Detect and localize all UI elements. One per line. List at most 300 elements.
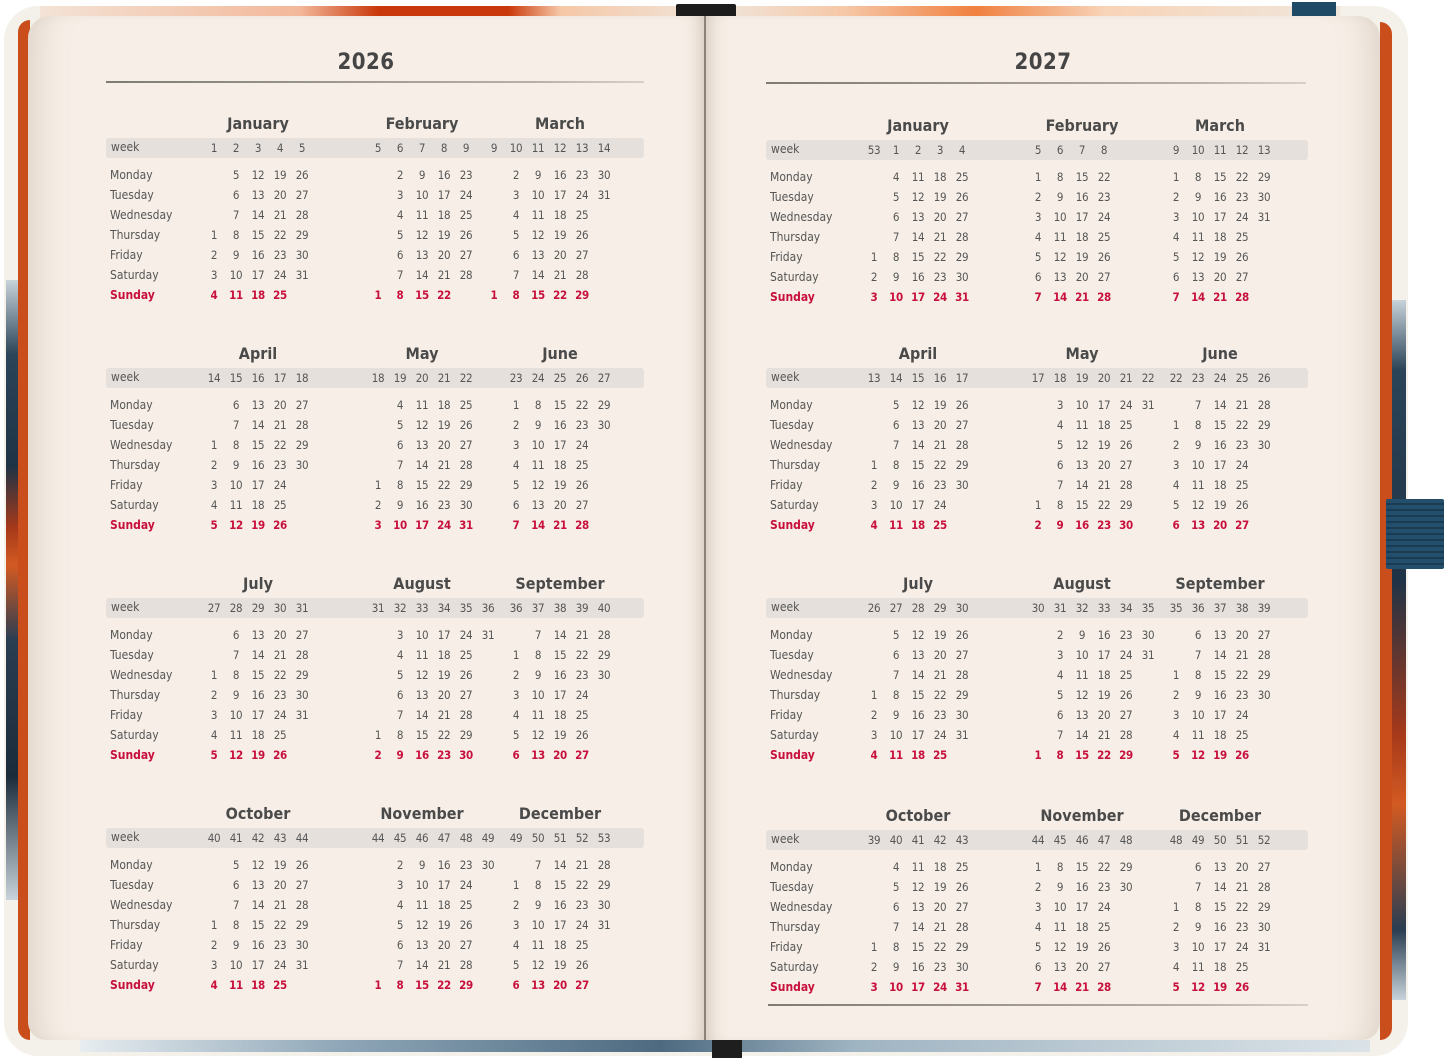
weekday-label-wednesday: Wednesday <box>110 208 173 222</box>
weekday-label-saturday: Saturday <box>770 728 819 742</box>
date: 19 <box>1097 438 1111 452</box>
date: 19 <box>437 228 451 242</box>
date: 9 <box>232 458 240 472</box>
date: 5 <box>396 228 404 242</box>
month-name-august: August <box>1053 574 1111 593</box>
weekday-label-wednesday: Wednesday <box>110 438 173 452</box>
date: 2 <box>210 248 218 262</box>
date: 1 <box>1172 668 1180 682</box>
date: 18 <box>251 728 265 742</box>
date: 5 <box>1034 250 1042 264</box>
week-number: 23 <box>509 371 523 385</box>
date: 7 <box>232 418 240 432</box>
date: 22 <box>933 458 947 472</box>
date: 27 <box>1119 458 1133 472</box>
date: 29 <box>1257 900 1271 914</box>
sunday-date: 5 <box>1172 748 1180 762</box>
date: 30 <box>597 168 611 182</box>
date: 2 <box>210 458 218 472</box>
date: 24 <box>273 268 287 282</box>
sunday-date: 21 <box>1213 290 1227 304</box>
date: 31 <box>597 918 611 932</box>
week-number: 41 <box>229 831 243 845</box>
date: 9 <box>892 270 900 284</box>
week-number: 48 <box>1119 833 1133 847</box>
sunday-date: 6 <box>512 748 520 762</box>
date: 14 <box>415 958 429 972</box>
date: 23 <box>1097 190 1111 204</box>
week-number: 24 <box>531 371 545 385</box>
date: 24 <box>1119 398 1133 412</box>
date: 30 <box>1257 190 1271 204</box>
date: 10 <box>229 958 243 972</box>
date: 9 <box>534 898 542 912</box>
date: 23 <box>1235 920 1249 934</box>
weekday-label-monday: Monday <box>770 170 813 184</box>
date: 4 <box>210 498 218 512</box>
week-number: 37 <box>531 601 545 615</box>
date: 27 <box>1097 960 1111 974</box>
elastic-pen-loop[interactable] <box>1386 499 1444 569</box>
sunday-date: 11 <box>229 288 243 302</box>
date: 22 <box>1235 900 1249 914</box>
date: 20 <box>1075 960 1089 974</box>
date: 25 <box>575 938 589 952</box>
weekday-label-thursday: Thursday <box>110 458 161 472</box>
date: 14 <box>1213 398 1227 412</box>
date: 6 <box>232 188 240 202</box>
date: 10 <box>531 438 545 452</box>
date: 2 <box>396 858 404 872</box>
date: 20 <box>437 938 451 952</box>
week-number: 46 <box>1075 833 1089 847</box>
date: 20 <box>437 248 451 262</box>
date: 22 <box>575 648 589 662</box>
date: 15 <box>415 478 429 492</box>
date: 13 <box>251 188 265 202</box>
date: 30 <box>597 418 611 432</box>
date: 24 <box>1235 708 1249 722</box>
date: 7 <box>892 438 900 452</box>
week-number: 30 <box>1031 601 1045 615</box>
week-number: 27 <box>207 601 221 615</box>
date: 28 <box>295 898 309 912</box>
date: 10 <box>229 478 243 492</box>
sunday-date: 7 <box>1172 290 1180 304</box>
weekday-label-sunday: Sunday <box>110 518 155 532</box>
date: 17 <box>251 478 265 492</box>
date: 22 <box>1235 418 1249 432</box>
sunday-date: 6 <box>1172 518 1180 532</box>
date: 30 <box>597 668 611 682</box>
date: 15 <box>911 940 925 954</box>
date: 4 <box>1172 728 1180 742</box>
date: 23 <box>459 168 473 182</box>
date: 3 <box>1056 648 1064 662</box>
date: 23 <box>1119 628 1133 642</box>
date: 4 <box>892 170 900 184</box>
year-overview-2027 <box>706 16 1380 1040</box>
weekday-label-thursday: Thursday <box>770 920 821 934</box>
date: 28 <box>1257 880 1271 894</box>
date: 30 <box>295 688 309 702</box>
date: 28 <box>295 648 309 662</box>
date: 18 <box>251 498 265 512</box>
date: 10 <box>1075 648 1089 662</box>
date: 18 <box>437 898 451 912</box>
date: 24 <box>459 628 473 642</box>
date: 24 <box>1119 648 1133 662</box>
date: 22 <box>1097 498 1111 512</box>
date: 17 <box>553 438 567 452</box>
date: 10 <box>531 188 545 202</box>
date: 26 <box>295 858 309 872</box>
sunday-date: 20 <box>553 978 567 992</box>
date: 26 <box>1235 498 1249 512</box>
date: 18 <box>553 458 567 472</box>
date: 3 <box>396 628 404 642</box>
date: 9 <box>534 668 542 682</box>
date: 5 <box>396 918 404 932</box>
date: 5 <box>396 418 404 432</box>
date: 10 <box>1191 458 1205 472</box>
year-title-rule <box>766 82 1306 84</box>
month-name-july: July <box>903 574 933 593</box>
date: 26 <box>1119 438 1133 452</box>
date: 3 <box>512 688 520 702</box>
quarter-3 <box>106 568 644 778</box>
date: 2 <box>1056 628 1064 642</box>
sunday-date: 26 <box>1235 980 1249 994</box>
date: 28 <box>459 708 473 722</box>
date: 5 <box>512 478 520 492</box>
date: 29 <box>459 728 473 742</box>
date: 18 <box>1075 920 1089 934</box>
date: 14 <box>251 898 265 912</box>
date: 6 <box>1172 270 1180 284</box>
sunday-date: 5 <box>210 518 218 532</box>
weekday-label-tuesday: Tuesday <box>110 648 154 662</box>
week-number: 44 <box>295 831 309 845</box>
sunday-date: 25 <box>933 748 947 762</box>
date: 6 <box>892 648 900 662</box>
sunday-date: 7 <box>512 518 520 532</box>
week-label: week <box>111 600 140 614</box>
date: 3 <box>1172 708 1180 722</box>
date: 2 <box>1172 920 1180 934</box>
date: 19 <box>273 858 287 872</box>
date: 10 <box>889 498 903 512</box>
date: 17 <box>1213 458 1227 472</box>
sunday-date: 4 <box>210 288 218 302</box>
month-name-december: December <box>1178 806 1262 825</box>
week-number: 40 <box>597 601 611 615</box>
date: 22 <box>1097 170 1111 184</box>
week-number: 28 <box>229 601 243 615</box>
date: 11 <box>415 208 429 222</box>
sunday-date: 17 <box>911 290 925 304</box>
date: 18 <box>553 938 567 952</box>
date: 20 <box>553 498 567 512</box>
date: 9 <box>1194 438 1202 452</box>
date: 17 <box>437 628 451 642</box>
date: 10 <box>1191 940 1205 954</box>
week-number: 17 <box>1031 371 1045 385</box>
sunday-date: 4 <box>210 978 218 992</box>
week-label: week <box>771 370 800 384</box>
date: 26 <box>955 628 969 642</box>
date: 6 <box>1034 960 1042 974</box>
date: 6 <box>396 248 404 262</box>
date: 15 <box>553 878 567 892</box>
date: 14 <box>415 268 429 282</box>
sunday-date: 25 <box>273 288 287 302</box>
date: 20 <box>437 688 451 702</box>
date: 21 <box>273 418 287 432</box>
week-number: 37 <box>1213 601 1227 615</box>
week-number: 19 <box>393 371 407 385</box>
date: 11 <box>1191 960 1205 974</box>
date: 5 <box>892 628 900 642</box>
week-label: week <box>771 142 800 156</box>
date: 5 <box>892 398 900 412</box>
date: 15 <box>911 458 925 472</box>
date: 12 <box>415 228 429 242</box>
date: 9 <box>1194 920 1202 934</box>
date: 11 <box>229 498 243 512</box>
date: 12 <box>531 478 545 492</box>
date: 7 <box>534 628 542 642</box>
date: 7 <box>534 858 542 872</box>
week-number: 39 <box>1257 601 1271 615</box>
date: 4 <box>1172 230 1180 244</box>
date: 29 <box>295 668 309 682</box>
date: 27 <box>295 878 309 892</box>
weekday-label-tuesday: Tuesday <box>770 648 814 662</box>
weekday-label-monday: Monday <box>770 628 813 642</box>
sunday-date: 8 <box>1056 748 1064 762</box>
date: 27 <box>955 900 969 914</box>
date: 19 <box>553 728 567 742</box>
date: 5 <box>892 880 900 894</box>
date: 20 <box>273 878 287 892</box>
date: 30 <box>1257 438 1271 452</box>
date: 25 <box>1235 230 1249 244</box>
sunday-date: 22 <box>1097 748 1111 762</box>
date: 19 <box>437 918 451 932</box>
date: 26 <box>955 880 969 894</box>
week-number: 18 <box>295 371 309 385</box>
date: 16 <box>1075 190 1089 204</box>
date: 9 <box>232 688 240 702</box>
sunday-date: 7 <box>1034 290 1042 304</box>
date: 23 <box>933 478 947 492</box>
week-number: 5 <box>1034 143 1042 157</box>
date: 3 <box>1034 210 1042 224</box>
weekday-label-monday: Monday <box>770 860 813 874</box>
date: 4 <box>396 208 404 222</box>
date: 20 <box>1235 628 1249 642</box>
date: 17 <box>1213 708 1227 722</box>
weekday-label-sunday: Sunday <box>770 518 815 532</box>
date: 2 <box>512 668 520 682</box>
date: 5 <box>232 168 240 182</box>
sunday-date: 12 <box>229 748 243 762</box>
date: 30 <box>295 248 309 262</box>
weekday-label-wednesday: Wednesday <box>110 668 173 682</box>
weekday-label-friday: Friday <box>110 478 143 492</box>
date: 12 <box>531 228 545 242</box>
date: 3 <box>512 438 520 452</box>
date: 15 <box>553 398 567 412</box>
week-number: 27 <box>597 371 611 385</box>
week-number: 45 <box>1053 833 1067 847</box>
date: 22 <box>437 728 451 742</box>
left-page <box>28 16 704 1040</box>
date: 27 <box>459 938 473 952</box>
date: 25 <box>575 208 589 222</box>
week-number: 2 <box>914 143 922 157</box>
date: 30 <box>459 498 473 512</box>
sunday-date: 19 <box>1213 748 1227 762</box>
date: 20 <box>1097 458 1111 472</box>
date: 1 <box>210 228 218 242</box>
week-number: 26 <box>867 601 881 615</box>
date: 21 <box>575 858 589 872</box>
date: 9 <box>418 168 426 182</box>
month-name-october: October <box>225 804 291 823</box>
date: 30 <box>1119 880 1133 894</box>
date: 25 <box>575 708 589 722</box>
date: 16 <box>251 938 265 952</box>
sunday-date: 23 <box>1097 518 1111 532</box>
date: 19 <box>273 168 287 182</box>
date: 13 <box>251 878 265 892</box>
quarter-4 <box>766 800 1308 1010</box>
date: 27 <box>295 398 309 412</box>
date: 5 <box>892 190 900 204</box>
date: 21 <box>1235 648 1249 662</box>
week-number: 33 <box>1097 601 1111 615</box>
date: 27 <box>955 210 969 224</box>
date: 23 <box>273 688 287 702</box>
date: 14 <box>1213 648 1227 662</box>
month-name-april: April <box>898 344 938 363</box>
date: 1 <box>210 438 218 452</box>
date: 18 <box>553 708 567 722</box>
week-number: 49 <box>481 831 495 845</box>
date: 27 <box>955 648 969 662</box>
date: 27 <box>295 628 309 642</box>
weekday-label-tuesday: Tuesday <box>110 188 154 202</box>
week-number: 39 <box>867 833 881 847</box>
date: 25 <box>575 458 589 472</box>
date: 18 <box>1213 960 1227 974</box>
sunday-date: 2 <box>374 748 382 762</box>
date: 8 <box>892 458 900 472</box>
date: 31 <box>597 188 611 202</box>
date: 11 <box>1053 920 1067 934</box>
weekday-label-monday: Monday <box>110 628 153 642</box>
date: 28 <box>597 858 611 872</box>
date: 1 <box>870 250 878 264</box>
week-number: 50 <box>531 831 545 845</box>
date: 25 <box>273 498 287 512</box>
sunday-date: 24 <box>933 980 947 994</box>
date: 2 <box>1172 190 1180 204</box>
weekday-label-saturday: Saturday <box>110 268 159 282</box>
date: 26 <box>1119 688 1133 702</box>
date: 7 <box>1194 398 1202 412</box>
sunday-date: 21 <box>1075 290 1089 304</box>
date: 3 <box>396 878 404 892</box>
date: 16 <box>1213 920 1227 934</box>
date: 29 <box>955 940 969 954</box>
weekday-label-sunday: Sunday <box>110 288 155 302</box>
date: 15 <box>1213 170 1227 184</box>
sunday-date: 11 <box>889 518 903 532</box>
week-number: 11 <box>1213 143 1227 157</box>
date: 11 <box>415 898 429 912</box>
sunday-date: 14 <box>1191 290 1205 304</box>
date: 4 <box>512 938 520 952</box>
date: 20 <box>273 398 287 412</box>
date: 28 <box>597 628 611 642</box>
date: 23 <box>575 668 589 682</box>
week-number: 3 <box>936 143 944 157</box>
date: 23 <box>459 858 473 872</box>
date: 1 <box>870 688 878 702</box>
date: 1 <box>1172 170 1180 184</box>
date: 24 <box>1097 210 1111 224</box>
weekday-label-thursday: Thursday <box>770 458 821 472</box>
date: 22 <box>575 878 589 892</box>
date: 21 <box>437 268 451 282</box>
sunday-date: 4 <box>870 748 878 762</box>
date: 30 <box>955 708 969 722</box>
date: 25 <box>955 170 969 184</box>
date: 12 <box>531 728 545 742</box>
date: 12 <box>911 880 925 894</box>
date: 1 <box>512 878 520 892</box>
week-number: 14 <box>207 371 221 385</box>
week-number: 34 <box>437 601 451 615</box>
week-number: 12 <box>1235 143 1249 157</box>
date: 6 <box>396 688 404 702</box>
month-name-april: April <box>238 344 278 363</box>
sunday-date: 26 <box>273 748 287 762</box>
sunday-date: 10 <box>889 980 903 994</box>
weekday-label-sunday: Sunday <box>110 748 155 762</box>
date: 21 <box>933 920 947 934</box>
date: 18 <box>1213 230 1227 244</box>
date: 16 <box>1213 688 1227 702</box>
week-number: 26 <box>575 371 589 385</box>
weekday-label-tuesday: Tuesday <box>770 880 814 894</box>
sunday-date: 3 <box>870 980 878 994</box>
sunday-date: 31 <box>459 518 473 532</box>
sunday-date: 28 <box>1097 980 1111 994</box>
date: 11 <box>1075 668 1089 682</box>
date: 17 <box>437 878 451 892</box>
date: 20 <box>1213 270 1227 284</box>
date: 8 <box>892 250 900 264</box>
date: 22 <box>575 398 589 412</box>
date: 5 <box>232 858 240 872</box>
date: 12 <box>911 398 925 412</box>
sunday-date: 20 <box>553 748 567 762</box>
date: 19 <box>1075 250 1089 264</box>
